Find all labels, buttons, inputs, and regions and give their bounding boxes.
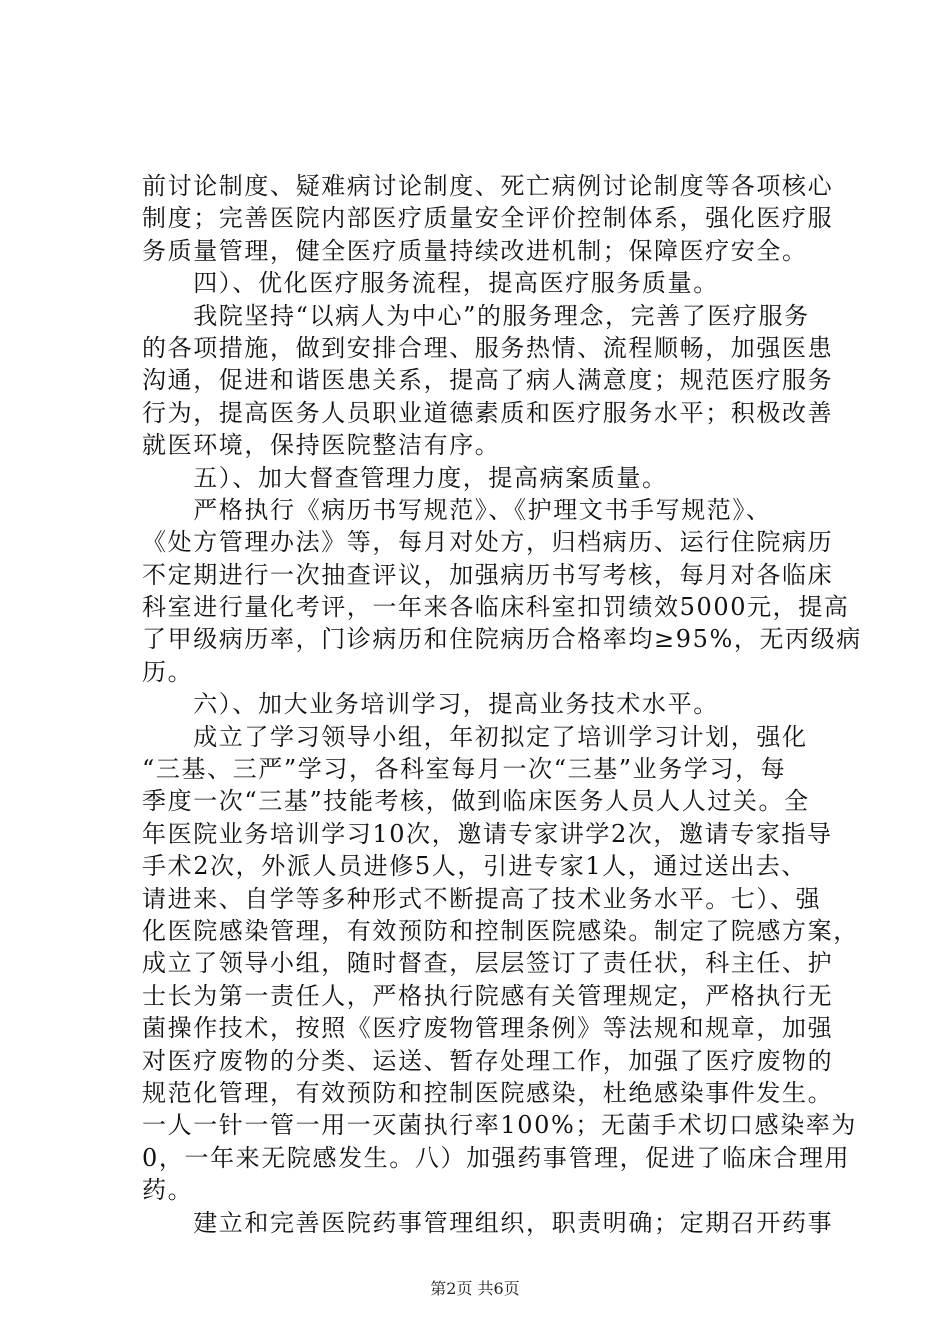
text-line: 建立和完善医院药事管理组织，职责明确；定期召开药事	[142, 1208, 834, 1237]
text-line: 四）、优化医疗服务流程，提高医疗服务质量。	[142, 269, 719, 298]
text-line: 菌操作技术，按照《医疗废物管理条例》等法规和规章，加强	[142, 1014, 834, 1043]
text-line: 《处方管理办法》等，每月对处方，归档病历、运行住院病历	[142, 528, 834, 557]
text-line: 五）、加大督查管理力度，提高病案质量。	[142, 463, 668, 492]
text-line: 手术2次，外派人员进修5人，引进专家1人，通过送出去、	[142, 852, 808, 881]
text-line: 成立了学习领导小组，年初拟定了培训学习计划，强化	[142, 722, 808, 751]
text-line: 对医疗废物的分类、运送、暂存处理工作，加强了医疗废物的	[142, 1046, 834, 1075]
text-line: 务质量管理，健全医疗质量持续改进机制；保障医疗安全。	[142, 236, 808, 265]
text-line: 不定期进行一次抽查评议，加强病历书写考核，每月对各临床	[142, 560, 834, 589]
text-line: 的各项措施，做到安排合理、服务热情、流程顺畅，加强医患	[142, 333, 834, 362]
page-footer: 第2页 共6页	[430, 1279, 520, 1298]
text-line: “三基、三严”学习，各科室每月一次“三基”业务学习，每	[142, 755, 787, 784]
text-line: 药。	[142, 1176, 194, 1205]
text-line: 规范化管理，有效预防和控制医院感染，杜绝感染事件发生。	[142, 1078, 834, 1107]
text-line: 请进来、自学等多种形式不断提高了技术业务水平。七）、强	[142, 884, 822, 913]
text-line: 我院坚持“以病人为中心”的服务理念，完善了医疗服务	[142, 301, 810, 330]
text-line: 严格执行《病历书写规范》、《护理文书手写规范》、	[142, 495, 772, 524]
text-line: 士长为第一责任人，严格执行院感有关管理规定，严格执行无	[142, 981, 834, 1010]
text-line: 历。	[142, 657, 194, 686]
text-line: 就医环境，保持医院整洁有序。	[142, 431, 501, 460]
text-line: 前讨论制度、疑难病讨论制度、死亡病例讨论制度等各项核心	[142, 172, 834, 200]
text-line: 年医院业务培训学习10次，邀请专家讲学2次，邀请专家指导	[142, 819, 833, 848]
text-line: 季度一次“三基”技能考核，做到临床医务人员人人过关。全	[142, 787, 810, 816]
text-line: 沟通，促进和谐医患关系，提高了病人满意度；规范医疗服务	[142, 366, 834, 395]
text-line: 制度；完善医院内部医疗质量安全评价控制体系，强化医疗服	[142, 204, 834, 233]
text-line: 行为，提高医务人员职业道德素质和医疗服务水平；积极改善	[142, 398, 834, 427]
text-line: 六）、加大业务培训学习，提高业务技术水平。	[142, 690, 719, 719]
text-line: 0，一年来无院感发生。八）加强药事管理，促进了临床合理用	[142, 1143, 851, 1172]
text-line: 成立了领导小组，随时督查，层层签订了责任状，科主任、护	[142, 949, 834, 978]
text-line: 化医院感染管理，有效预防和控制医院感染。制定了院感方案，	[142, 916, 859, 945]
document-body	[142, 170, 862, 1239]
text-line: 一人一针一管一用一灭菌执行率100%；无菌手术切口感染率为	[142, 1111, 858, 1140]
text-line: 科室进行量化考评，一年来各临床科室扣罚绩效5000元，提高	[142, 593, 850, 622]
text-line: 了甲级病历率，门诊病历和住院病历合格率均≥95%，无丙级病	[142, 625, 862, 654]
